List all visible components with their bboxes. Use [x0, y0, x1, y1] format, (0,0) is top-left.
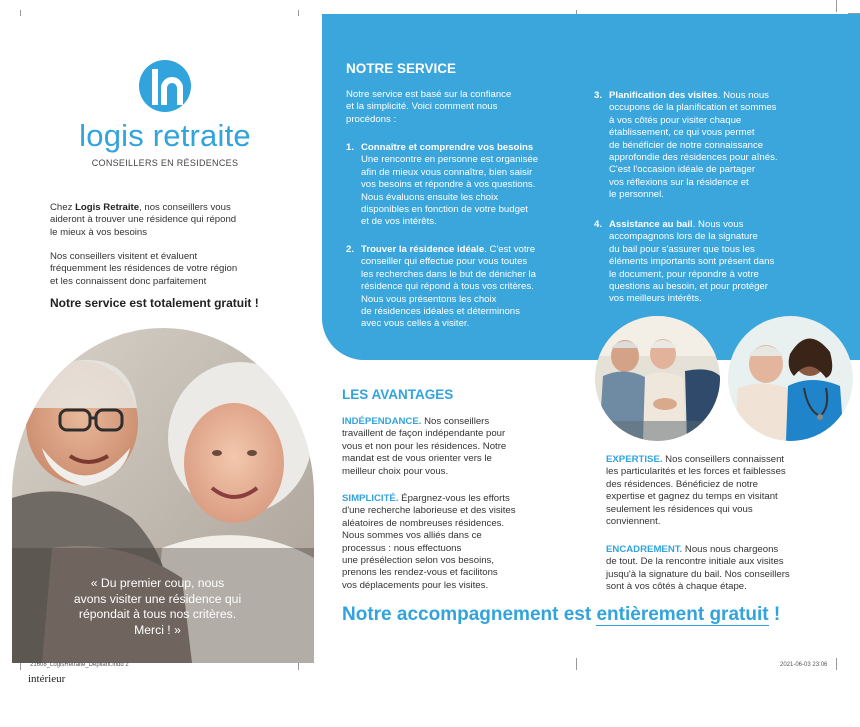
avantage-encadrement: ENCADREMENT. Nous nous chargeons de tout. De la rencontre initiale aux visites jusqu'à la signature du bail. Nos conseillers sont à vos côtés à chaque étape. — [606, 544, 790, 593]
avantage-independance: INDÉPENDANCE. Nos conseillers travaillent de façon indépendante pour vous et non pour les résidences. Notre mandat est de vous orienter vers le meilleur choix pour vous. — [342, 416, 507, 477]
service-step-1: Connaître et comprendre vos besoins Une rencontre en personne est organisée afin de mieux vous connaître, bien saisir vos besoins et répondre à vos questions. Nous évaluons ensuite les choix disponibles en fonction de votre budget et de vos intérêts. — [361, 142, 539, 228]
service-step-3: Planification des visites. Nous nous occupons de la planification et sommes à vos côtés pour visiter chaque établissement, ce qui vous permet de bénéficier de notre connaissance approfondie des résidences pour aînés. C'est l'occasion idéale de partager vos réflexions sur la résidence et le personnel. — [609, 90, 778, 201]
intro-paragraph-1: Chez Logis Retraite, nos conseillers vous aideront à trouver une résidence qui répond le mieux à vos besoins — [50, 202, 237, 238]
step-number: 4. — [594, 219, 603, 230]
caregiver-photo — [728, 316, 853, 441]
footer-timestamp: 2021-06-03 23:06 — [780, 662, 828, 668]
logo-tagline: CONSEILLERS EN RÉSIDENCES — [91, 158, 239, 168]
crop-mark — [298, 10, 299, 16]
brand-name: Logis Retraite — [75, 202, 140, 213]
logo-mark-icon — [139, 60, 191, 112]
avantages-title: LES AVANTAGES — [342, 387, 454, 402]
crop-mark — [836, 0, 837, 12]
service-step-2: Trouver la résidence idéale. C'est votre conseiller qui effectue pour vous toutes les recherches dans le but de dénicher la résidence qui répond à tous vos critères. Nous vous présentons les choix de résidences idéales et déterminons avec vous celles à visiter. — [361, 244, 536, 330]
intro-paragraph-2: Nos conseillers visitent et évaluent fréquemment les résidences de votre région et les connaissent donc parfaitement — [50, 251, 238, 287]
service-lead: Notre service est basé sur la confiance et la simplicité. Voici comment nous procédons : — [346, 89, 512, 125]
avantage-expertise: EXPERTISE. Nos conseillers connaissent les particularités et les forces et faiblesses des résidences. Bénéficiez de notre expertise et gagnez du temps en visitant seulement les résidences qui vous conviennent. — [606, 454, 786, 528]
crop-mark — [836, 658, 837, 670]
logo-name: logis retraite — [79, 118, 251, 153]
service-title: NOTRE SERVICE — [346, 61, 457, 76]
footer-file-info: 21608_LogisRetraite_Depliant.indd 2 — [30, 662, 129, 668]
free-service-statement: Notre service est totalement gratuit ! — [50, 296, 259, 310]
testimonial-quote: « Du premier coup, nous avons visiter une résidence qui répondait à tous nos critères. Merci ! » — [73, 576, 242, 637]
page-label: intérieur — [28, 673, 66, 685]
crop-mark — [20, 10, 21, 16]
free-accompaniment-headline: Notre accompagnement est entièrement gratuit ! — [342, 604, 781, 625]
step-number: 3. — [594, 90, 603, 101]
step-number: 1. — [346, 142, 355, 153]
avantage-simplicite: SIMPLICITÉ. Épargnez-vous les efforts d'une recherche laborieuse et des visites aléatoires de nombreuses résidences. Nous sommes vos alliés dans ce processus : nous effectuons une présélection selon vos besoins, prenons les rendez-vous et facilitons vos déplacements pour les visites. — [342, 493, 516, 591]
crop-mark — [576, 658, 577, 670]
advisor-meeting-photo — [595, 316, 720, 441]
service-step-4: Assistance au bail. Nous vous accompagnons lors de la signature du bail pour s'assurer que tous les éléments importants sont présent dans le document, pour répondre à votre questions au besoin, et pour protéger vos meilleurs intérêts. — [609, 219, 775, 305]
step-number: 2. — [346, 244, 355, 255]
